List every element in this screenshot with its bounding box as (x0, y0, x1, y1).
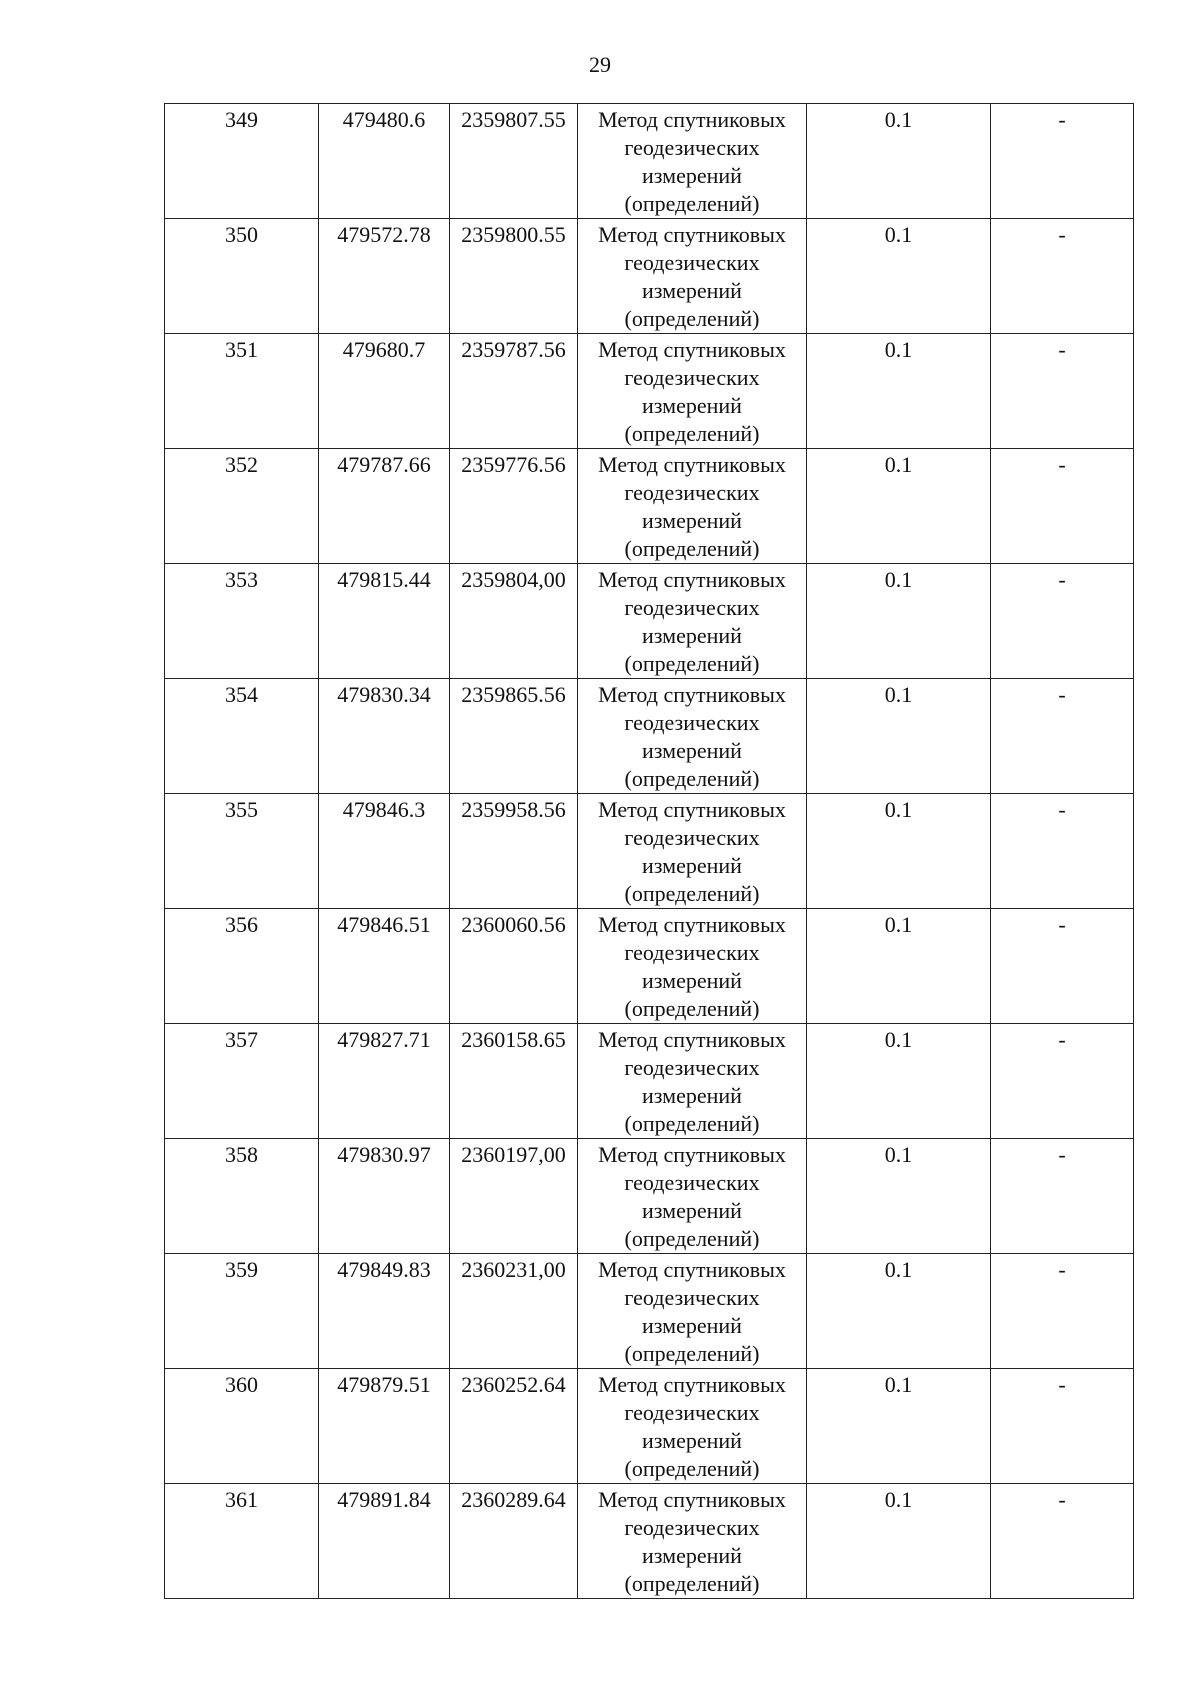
y-coordinate-cell: 2360231,00 (450, 1254, 578, 1369)
accuracy-cell: 0.1 (807, 104, 991, 219)
point-number-cell: 356 (165, 909, 319, 1024)
extra-cell: - (991, 1484, 1134, 1599)
y-coordinate-cell: 2359958.56 (450, 794, 578, 909)
table-body (165, 104, 1134, 1599)
table-row (165, 909, 1134, 1024)
point-number-cell: 358 (165, 1139, 319, 1254)
accuracy-cell: 0.1 (807, 1254, 991, 1369)
accuracy-cell: 0.1 (807, 909, 991, 1024)
extra-cell: - (991, 219, 1134, 334)
accuracy-cell: 0.1 (807, 219, 991, 334)
table-row (165, 1139, 1134, 1254)
extra-cell: - (991, 449, 1134, 564)
table-row (165, 679, 1134, 794)
accuracy-cell: 0.1 (807, 334, 991, 449)
method-cell: Метод спутниковых геодезических измерений (определений) (578, 1484, 807, 1599)
method-cell: Метод спутниковых геодезических измерений (определений) (578, 1024, 807, 1139)
y-coordinate-cell: 2360158.65 (450, 1024, 578, 1139)
coordinates-table (164, 103, 1134, 1599)
y-coordinate-cell: 2359865.56 (450, 679, 578, 794)
x-coordinate-cell: 479827.71 (319, 1024, 450, 1139)
table-row (165, 334, 1134, 449)
y-coordinate-cell: 2360060.56 (450, 909, 578, 1024)
point-number-cell: 359 (165, 1254, 319, 1369)
method-cell: Метод спутниковых геодезических измерений (определений) (578, 909, 807, 1024)
accuracy-cell: 0.1 (807, 564, 991, 679)
x-coordinate-cell: 479846.3 (319, 794, 450, 909)
accuracy-cell: 0.1 (807, 1369, 991, 1484)
method-cell: Метод спутниковых геодезических измерений (определений) (578, 794, 807, 909)
extra-cell: - (991, 334, 1134, 449)
point-number-cell: 352 (165, 449, 319, 564)
table-row (165, 794, 1134, 909)
table-row (165, 564, 1134, 679)
accuracy-cell: 0.1 (807, 1484, 991, 1599)
table-row (165, 1254, 1134, 1369)
y-coordinate-cell: 2359807.55 (450, 104, 578, 219)
method-cell: Метод спутниковых геодезических измерений (определений) (578, 679, 807, 794)
point-number-cell: 353 (165, 564, 319, 679)
extra-cell: - (991, 104, 1134, 219)
extra-cell: - (991, 679, 1134, 794)
method-cell: Метод спутниковых геодезических измерений (определений) (578, 1139, 807, 1254)
extra-cell: - (991, 1024, 1134, 1139)
point-number-cell: 349 (165, 104, 319, 219)
point-number-cell: 350 (165, 219, 319, 334)
y-coordinate-cell: 2359800.55 (450, 219, 578, 334)
x-coordinate-cell: 479846.51 (319, 909, 450, 1024)
y-coordinate-cell: 2359776.56 (450, 449, 578, 564)
x-coordinate-cell: 479480.6 (319, 104, 450, 219)
method-cell: Метод спутниковых геодезических измерений (определений) (578, 334, 807, 449)
accuracy-cell: 0.1 (807, 679, 991, 794)
y-coordinate-cell: 2359787.56 (450, 334, 578, 449)
extra-cell: - (991, 794, 1134, 909)
table-row (165, 1484, 1134, 1599)
x-coordinate-cell: 479830.34 (319, 679, 450, 794)
page-number: 29 (589, 52, 611, 77)
point-number-cell: 357 (165, 1024, 319, 1139)
y-coordinate-cell: 2360197,00 (450, 1139, 578, 1254)
point-number-cell: 355 (165, 794, 319, 909)
x-coordinate-cell: 479830.97 (319, 1139, 450, 1254)
point-number-cell: 351 (165, 334, 319, 449)
table-row (165, 1369, 1134, 1484)
extra-cell: - (991, 909, 1134, 1024)
accuracy-cell: 0.1 (807, 1139, 991, 1254)
table-row (165, 449, 1134, 564)
accuracy-cell: 0.1 (807, 794, 991, 909)
y-coordinate-cell: 2360252.64 (450, 1369, 578, 1484)
x-coordinate-cell: 479815.44 (319, 564, 450, 679)
x-coordinate-cell: 479680.7 (319, 334, 450, 449)
table-row (165, 1024, 1134, 1139)
x-coordinate-cell: 479572.78 (319, 219, 450, 334)
extra-cell: - (991, 1254, 1134, 1369)
method-cell: Метод спутниковых геодезических измерений (определений) (578, 104, 807, 219)
method-cell: Метод спутниковых геодезических измерений (определений) (578, 1369, 807, 1484)
extra-cell: - (991, 564, 1134, 679)
y-coordinate-cell: 2359804,00 (450, 564, 578, 679)
method-cell: Метод спутниковых геодезических измерений (определений) (578, 449, 807, 564)
method-cell: Метод спутниковых геодезических измерений (определений) (578, 1254, 807, 1369)
extra-cell: - (991, 1369, 1134, 1484)
x-coordinate-cell: 479879.51 (319, 1369, 450, 1484)
table-row (165, 219, 1134, 334)
point-number-cell: 360 (165, 1369, 319, 1484)
method-cell: Метод спутниковых геодезических измерений (определений) (578, 219, 807, 334)
accuracy-cell: 0.1 (807, 449, 991, 564)
extra-cell: - (991, 1139, 1134, 1254)
x-coordinate-cell: 479787.66 (319, 449, 450, 564)
point-number-cell: 361 (165, 1484, 319, 1599)
x-coordinate-cell: 479891.84 (319, 1484, 450, 1599)
method-cell: Метод спутниковых геодезических измерений (определений) (578, 564, 807, 679)
point-number-cell: 354 (165, 679, 319, 794)
table-row (165, 104, 1134, 219)
x-coordinate-cell: 479849.83 (319, 1254, 450, 1369)
accuracy-cell: 0.1 (807, 1024, 991, 1139)
y-coordinate-cell: 2360289.64 (450, 1484, 578, 1599)
